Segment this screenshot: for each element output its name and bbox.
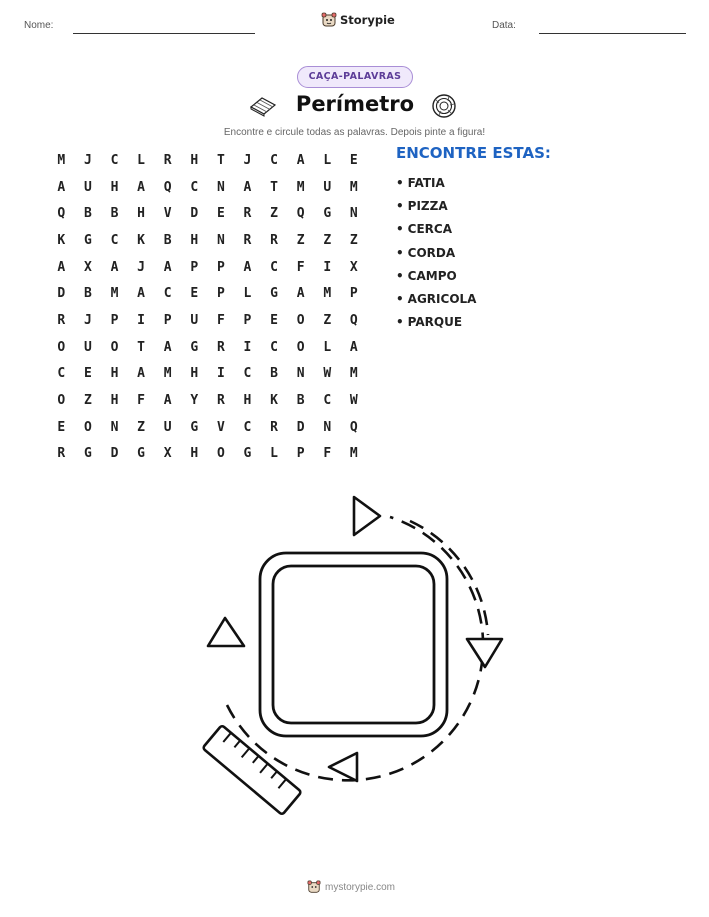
word-list-heading: ENCONTRE ESTAS: <box>396 144 551 162</box>
word-text: CORDA <box>407 245 456 260</box>
bullet: • <box>396 222 404 237</box>
grid-letter[interactable]: P <box>349 286 358 302</box>
grid-letter[interactable]: N <box>296 366 305 382</box>
grid-letter[interactable]: R <box>243 232 252 248</box>
grid-letter[interactable]: A <box>163 339 172 355</box>
grid-letter[interactable]: C <box>110 152 119 168</box>
grid-letter[interactable]: Q <box>349 419 358 435</box>
grid-letter[interactable]: D <box>296 419 305 435</box>
grid-row <box>48 387 367 414</box>
grid-letter[interactable]: N <box>110 419 119 435</box>
grid-letter[interactable]: T <box>216 152 225 168</box>
grid-letter[interactable]: Z <box>83 393 92 409</box>
grid-row <box>48 414 367 441</box>
word-list-item <box>396 241 476 264</box>
grid-letter[interactable]: R <box>163 152 172 168</box>
grid-letter[interactable]: M <box>349 446 358 462</box>
grid-letter[interactable]: H <box>190 152 199 168</box>
word-text: CERCA <box>407 222 453 237</box>
grid-letter[interactable]: A <box>243 259 252 275</box>
grid-letter[interactable]: Z <box>137 419 145 435</box>
word-text: AGRICOLA <box>407 292 477 307</box>
grid-letter[interactable]: Q <box>296 206 305 222</box>
grid-letter[interactable]: B <box>83 206 92 222</box>
grid-letter[interactable]: M <box>323 286 332 302</box>
grid-letter[interactable]: F <box>216 312 225 328</box>
grid-letter[interactable]: H <box>137 206 145 222</box>
grid-letter[interactable]: N <box>349 206 358 222</box>
grid-letter[interactable]: O <box>110 339 119 355</box>
arrow-up-icon <box>208 618 244 646</box>
grid-letter[interactable]: D <box>190 206 199 222</box>
grid-row <box>48 334 367 361</box>
grid-letter[interactable]: A <box>137 179 145 195</box>
grid-letter[interactable]: I <box>137 312 145 328</box>
grid-letter[interactable]: A <box>296 152 305 168</box>
word-list-item <box>396 171 476 194</box>
word-text: CAMPO <box>407 268 457 283</box>
grid-letter[interactable]: N <box>216 179 225 195</box>
grid-letter[interactable]: R <box>270 232 278 248</box>
mascot-logo-icon <box>307 880 321 894</box>
word-list-item <box>396 264 476 287</box>
bullet: • <box>396 245 404 260</box>
grid-letter[interactable]: G <box>323 206 332 222</box>
word-search-grid[interactable] <box>48 147 367 467</box>
grid-letter[interactable]: T <box>137 339 145 355</box>
grid-letter[interactable]: H <box>190 446 199 462</box>
word-list <box>396 171 476 334</box>
grid-letter[interactable]: R <box>270 419 278 435</box>
grid-letter[interactable]: M <box>349 179 358 195</box>
grid-letter[interactable]: D <box>57 286 66 302</box>
grid-letter[interactable]: A <box>243 179 252 195</box>
grid-letter[interactable]: F <box>137 393 145 409</box>
grid-letter[interactable]: A <box>57 259 66 275</box>
grid-letter[interactable]: M <box>57 152 66 168</box>
grid-row <box>48 147 367 174</box>
grid-letter[interactable]: U <box>83 179 92 195</box>
grid-letter[interactable]: L <box>323 339 332 355</box>
word-text: PIZZA <box>407 198 448 213</box>
grid-letter[interactable]: J <box>83 312 92 328</box>
mascot-logo-icon <box>321 12 337 28</box>
grid-letter[interactable]: Z <box>296 232 305 248</box>
grid-letter[interactable]: E <box>190 286 199 302</box>
grid-letter[interactable]: A <box>137 286 145 302</box>
grid-letter[interactable]: F <box>296 259 305 275</box>
grid-letter[interactable]: O <box>296 312 305 328</box>
footer-url: mystorypie.com <box>325 881 396 893</box>
grid-letter[interactable]: Y <box>190 393 199 409</box>
brand-name: Storypie <box>340 13 395 27</box>
grid-letter[interactable]: B <box>163 232 172 248</box>
grid-letter[interactable]: D <box>110 446 119 462</box>
grid-letter[interactable]: Z <box>349 232 358 248</box>
grid-letter[interactable]: J <box>83 152 92 168</box>
grid-letter[interactable]: H <box>190 232 199 248</box>
grid-letter[interactable]: A <box>110 259 119 275</box>
grid-letter[interactable]: R <box>57 446 66 462</box>
grid-letter[interactable]: P <box>296 446 305 462</box>
footer <box>307 880 395 894</box>
grid-letter[interactable]: N <box>216 232 225 248</box>
grid-letter[interactable]: H <box>110 179 119 195</box>
date-line[interactable] <box>539 33 686 34</box>
grid-letter[interactable]: L <box>243 286 252 302</box>
grid-letter[interactable]: H <box>243 393 252 409</box>
grid-letter[interactable]: F <box>323 446 332 462</box>
grid-letter[interactable]: C <box>323 393 332 409</box>
grid-letter[interactable]: J <box>137 259 145 275</box>
wooden-plank-icon <box>248 95 278 117</box>
grid-letter[interactable]: W <box>349 393 358 409</box>
name-label: Nome: <box>24 20 54 31</box>
grid-letter[interactable]: C <box>163 286 172 302</box>
grid-row <box>48 200 367 227</box>
grid-letter[interactable]: C <box>190 179 199 195</box>
arrow-down-icon <box>467 639 502 667</box>
grid-letter[interactable]: B <box>296 393 305 409</box>
grid-letter[interactable]: G <box>83 446 92 462</box>
grid-letter[interactable]: M <box>349 366 358 382</box>
grid-letter[interactable]: A <box>163 393 172 409</box>
brand-logo <box>321 12 395 28</box>
bullet: • <box>396 175 404 190</box>
grid-letter[interactable]: Q <box>163 179 172 195</box>
grid-letter[interactable]: P <box>216 286 225 302</box>
square-inner <box>273 566 434 723</box>
grid-letter[interactable]: B <box>110 206 119 222</box>
grid-letter[interactable]: L <box>323 152 332 168</box>
arrow-left-icon <box>329 753 357 781</box>
grid-letter[interactable]: C <box>57 366 66 382</box>
grid-letter[interactable]: C <box>243 419 252 435</box>
grid-letter[interactable]: M <box>110 286 119 302</box>
grid-letter[interactable]: O <box>57 339 66 355</box>
grid-letter[interactable]: P <box>163 312 172 328</box>
arrow-right-icon <box>354 497 380 535</box>
grid-row <box>48 227 367 254</box>
bullet: • <box>396 315 404 330</box>
grid-letter[interactable]: I <box>243 339 252 355</box>
grid-letter[interactable]: E <box>270 312 278 328</box>
grid-letter[interactable]: A <box>57 179 66 195</box>
grid-row <box>48 174 367 201</box>
grid-letter[interactable]: W <box>323 366 332 382</box>
word-text: PARQUE <box>407 315 463 330</box>
grid-letter[interactable]: C <box>243 366 252 382</box>
grid-letter[interactable]: C <box>110 232 119 248</box>
page-title: Perímetro <box>295 92 415 116</box>
grid-letter[interactable]: A <box>137 366 145 382</box>
grid-letter[interactable]: R <box>243 206 252 222</box>
grid-row <box>48 361 367 388</box>
grid-letter[interactable]: U <box>190 312 199 328</box>
ruler-icon <box>203 725 302 815</box>
rope-coil-icon <box>430 93 458 119</box>
grid-letter[interactable]: C <box>270 259 278 275</box>
grid-letter[interactable]: G <box>190 419 199 435</box>
grid-letter[interactable]: O <box>296 339 305 355</box>
grid-letter[interactable]: G <box>270 286 278 302</box>
instructions: Encontre e circule todas as palavras. Depois pinte a figura! <box>223 127 486 138</box>
grid-letter[interactable]: Q <box>57 206 66 222</box>
grid-letter[interactable]: A <box>296 286 305 302</box>
word-list-item <box>396 287 476 310</box>
grid-letter[interactable]: G <box>83 232 92 248</box>
grid-letter[interactable]: U <box>83 339 92 355</box>
word-list-item <box>396 218 476 241</box>
grid-letter[interactable]: J <box>243 152 252 168</box>
grid-letter[interactable]: H <box>190 366 199 382</box>
word-text: FATIA <box>407 175 445 190</box>
grid-letter[interactable]: A <box>163 259 172 275</box>
word-list-item <box>396 311 476 334</box>
grid-letter[interactable]: E <box>83 366 92 382</box>
grid-letter[interactable]: P <box>190 259 199 275</box>
bullet: • <box>396 198 404 213</box>
grid-row <box>48 307 367 334</box>
grid-letter[interactable]: I <box>323 259 332 275</box>
grid-letter[interactable]: E <box>349 152 358 168</box>
grid-row <box>48 441 367 468</box>
grid-letter[interactable]: K <box>270 393 278 409</box>
grid-letter[interactable]: T <box>270 179 278 195</box>
grid-letter[interactable]: G <box>243 446 252 462</box>
grid-letter[interactable]: I <box>216 366 225 382</box>
grid-letter[interactable]: Q <box>349 312 358 328</box>
grid-letter[interactable]: P <box>243 312 252 328</box>
grid-letter[interactable]: X <box>349 259 358 275</box>
grid-row <box>48 254 367 281</box>
grid-letter[interactable]: H <box>110 393 119 409</box>
grid-letter[interactable]: B <box>270 366 278 382</box>
grid-letter[interactable]: U <box>163 419 172 435</box>
grid-letter[interactable]: A <box>349 339 358 355</box>
grid-letter[interactable]: X <box>163 446 172 462</box>
bullet: • <box>396 292 404 307</box>
grid-letter[interactable]: L <box>137 152 145 168</box>
grid-letter[interactable]: K <box>137 232 145 248</box>
word-list-item <box>396 194 476 217</box>
grid-letter[interactable]: E <box>216 206 225 222</box>
grid-letter[interactable]: Z <box>323 312 332 328</box>
bullet: • <box>396 268 404 283</box>
grid-letter[interactable]: M <box>296 179 305 195</box>
grid-letter[interactable]: N <box>323 419 332 435</box>
grid-letter[interactable]: G <box>190 339 199 355</box>
name-line[interactable] <box>73 33 255 34</box>
date-label: Data: <box>492 20 516 31</box>
grid-letter[interactable]: P <box>216 259 225 275</box>
grid-letter[interactable]: R <box>57 312 66 328</box>
grid-letter[interactable]: P <box>110 312 119 328</box>
grid-letter[interactable]: Z <box>270 206 278 222</box>
grid-letter[interactable]: O <box>57 393 66 409</box>
grid-letter[interactable]: V <box>216 419 225 435</box>
grid-letter[interactable]: C <box>270 152 278 168</box>
grid-letter[interactable]: R <box>216 339 225 355</box>
grid-letter[interactable]: E <box>57 419 66 435</box>
grid-letter[interactable]: U <box>323 179 332 195</box>
grid-letter[interactable]: B <box>83 286 92 302</box>
grid-letter[interactable]: H <box>110 366 119 382</box>
grid-letter[interactable]: O <box>83 419 92 435</box>
grid-letter[interactable]: G <box>137 446 145 462</box>
grid-letter[interactable]: K <box>57 232 66 248</box>
grid-letter[interactable]: C <box>270 339 278 355</box>
grid-letter[interactable]: L <box>270 446 278 462</box>
grid-letter[interactable]: R <box>216 393 225 409</box>
activity-badge: CAÇA-PALAVRAS <box>297 66 413 88</box>
grid-letter[interactable]: V <box>163 206 172 222</box>
grid-row <box>48 280 367 307</box>
grid-letter[interactable]: X <box>83 259 92 275</box>
perimeter-square-illustration <box>200 485 520 815</box>
grid-letter[interactable]: Z <box>323 232 332 248</box>
grid-letter[interactable]: M <box>163 366 172 382</box>
grid-letter[interactable]: O <box>216 446 225 462</box>
